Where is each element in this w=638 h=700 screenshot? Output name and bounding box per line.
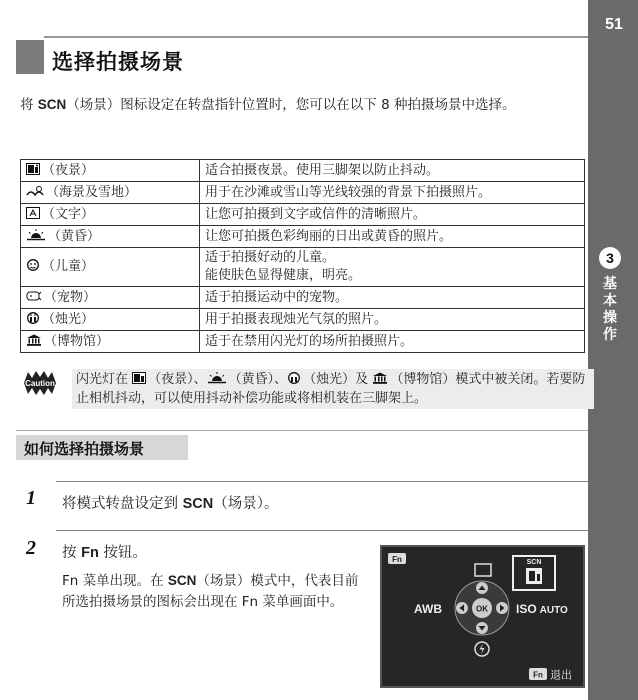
step-number: 1 (26, 487, 36, 509)
section-title: 如何选择拍摄场景 (24, 440, 145, 458)
title-marker (16, 40, 44, 74)
step-rule (56, 481, 588, 482)
museum-icon (26, 334, 42, 346)
scene-desc: 让您可拍摄色彩绚丽的日出或黄昏的照片。 (200, 226, 585, 248)
scene-desc: 适于拍摄运动中的宠物。 (200, 287, 585, 309)
candlelight-icon (26, 312, 40, 324)
title-rule (44, 36, 588, 38)
scene-name: （文字） (42, 206, 95, 222)
chapter-number-badge: 3 (599, 247, 621, 269)
frame-icon (475, 564, 491, 576)
page-title: 选择拍摄场景 (52, 50, 184, 74)
scene-name: （儿童） (42, 259, 95, 274)
chapter-title: 基本操作 (603, 276, 617, 343)
night-scene-icon (132, 372, 146, 384)
scene-desc: 适于拍摄好动的儿童。 能使肤色显得健康，明亮。 (200, 248, 585, 287)
scene-desc: 让您可拍摄到文字或信件的清晰照片。 (200, 204, 585, 226)
step-rule (56, 530, 588, 531)
fn-badge-label: Fn (392, 555, 402, 564)
museum-icon (372, 372, 388, 384)
svg-text:Fn: Fn (533, 670, 543, 680)
awb-label: AWB (414, 602, 442, 616)
table-row (21, 182, 585, 204)
table-row (21, 248, 585, 287)
scene-table (20, 159, 585, 353)
intro-paragraph (20, 95, 585, 115)
exit-label: 退出 (550, 668, 572, 682)
scene-desc: 用于在沙滩或雪山等光线较强的背景下拍摄照片。 (200, 182, 585, 204)
intro-suffix: （场景）图标设定在转盘指针位置时，您可以在以下 8 种拍摄场景中选择。 (66, 97, 516, 113)
scene-name: （海景及雪地） (46, 184, 138, 200)
kids-icon (26, 259, 40, 271)
page-number: 51 (605, 16, 623, 33)
scene-name: （烛光） (42, 311, 95, 327)
surf-snow-icon (26, 185, 44, 197)
step-description: Fn 菜单出现。在 SCN（场景）模式中，代表目前所选拍摄场景的图标会出现在 Fn 菜单画面中。 (62, 573, 359, 610)
scene-desc: 适于在禁用闪光灯的场所拍摄照片。 (200, 331, 585, 353)
pet-icon (26, 290, 42, 302)
fn-menu-illustration (382, 547, 583, 686)
caution-icon (22, 370, 58, 396)
table-row (21, 309, 585, 331)
ok-label: OK (476, 604, 488, 614)
scene-name: （夜景） (42, 162, 95, 178)
scene-desc: 适合拍摄夜景。使用三脚架以防止抖动。 (200, 160, 585, 182)
scene-name: （宠物） (44, 289, 97, 305)
table-row (21, 160, 585, 182)
step-text: 将模式转盘设定到 SCN（场景）。 (62, 496, 279, 512)
step-number: 2 (26, 537, 36, 559)
caution-note: 闪光灯在 （夜景）、 （黄昏）、 （烛光）及 （博物馆）模式中被关闭。若要防止相机抖动，可以使用抖动补偿功能或将相机装在三脚架上。 (72, 369, 594, 409)
chapter-side-tab (588, 0, 638, 700)
sunset-icon (26, 229, 46, 241)
table-row (21, 331, 585, 353)
scene-name: （黄昏） (48, 228, 101, 244)
table-row (21, 204, 585, 226)
scene-desc: 用于拍摄表现烛光气氛的照片。 (200, 309, 585, 331)
intro-mode: SCN (37, 97, 67, 112)
night-scene-icon (26, 163, 40, 175)
scn-label: SCN (526, 559, 542, 566)
table-row (21, 287, 585, 309)
step-text: 按 Fn 按钮。 (62, 545, 147, 561)
caution-icon-label: Caution (25, 379, 55, 388)
intro-prefix: 将 (20, 97, 38, 113)
sunset-icon (207, 372, 227, 384)
candlelight-icon (287, 372, 301, 384)
iso-setting: ISO AUTO (516, 602, 568, 616)
section-rule (16, 430, 588, 431)
scene-name: （博物馆） (44, 333, 110, 349)
fn-menu-screen (380, 545, 585, 688)
text-icon (26, 207, 40, 219)
table-row (21, 226, 585, 248)
